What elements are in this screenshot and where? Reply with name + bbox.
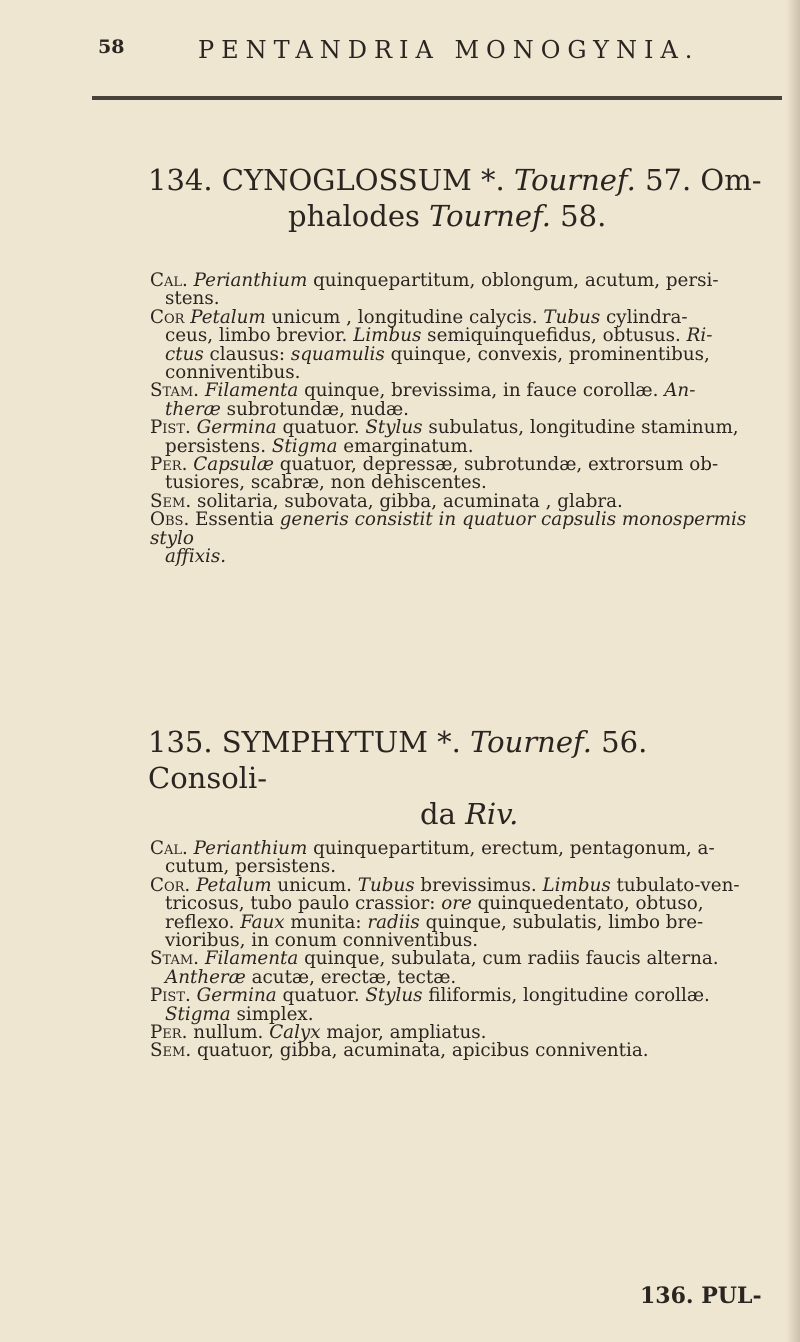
term: squamulis [290, 343, 385, 365]
text: clausus: [203, 343, 291, 365]
text: solitaria, subovata, gibba, acuminata , glabra. [191, 490, 623, 512]
term: Stylus [365, 985, 423, 1007]
text: quinquepartitum, oblongum, acutum, persi- [307, 270, 719, 291]
header-rule [92, 96, 782, 100]
text: nullum. [187, 1022, 270, 1044]
calyx-line-2: cutum, persistens. [165, 856, 337, 878]
term: An- [664, 380, 696, 402]
page-edge-shadow [786, 0, 800, 1342]
text: quinque, brevissima, in fauce corollæ. [298, 380, 665, 402]
synonym-reference: Riv. [465, 797, 519, 831]
genus-number: 134. [148, 163, 213, 197]
text: simplex. [230, 1003, 314, 1025]
genus-reference: Tournef. [514, 163, 636, 197]
observation-line [150, 511, 790, 548]
text: unicum , longitudine calycis. [265, 306, 544, 328]
term: Perianthium [193, 838, 308, 859]
synonym-fragment: Consoli- [148, 761, 268, 795]
term: Filamenta [204, 380, 299, 402]
genus-reference-number: 57. [645, 163, 692, 197]
label: Per. [150, 1022, 188, 1044]
calyx-line-2: stens. [165, 288, 220, 310]
term: radiis [367, 911, 420, 933]
synonym: phalodes [288, 199, 420, 233]
text: brevissimus. [414, 874, 543, 896]
label: Sem. [150, 1040, 192, 1062]
text: cylindra- [600, 306, 688, 328]
label: Pist. [150, 417, 191, 439]
genus-135-description [150, 840, 790, 1061]
seed-line [150, 1042, 790, 1060]
genus-heading-135 [148, 724, 768, 832]
label: Stam. [150, 380, 199, 402]
term: Germina [196, 985, 277, 1007]
label: Cor [150, 306, 185, 328]
synonym-reference-number: 58. [560, 199, 607, 233]
text: tricosus, tubo paulo crassior: [165, 893, 442, 915]
genus-name: CYNOGLOSSUM *. [221, 163, 505, 197]
genus-reference-number: 56. [601, 725, 648, 759]
term: theræ [165, 398, 221, 420]
label: Stam. [150, 948, 199, 970]
text: quinque, convexis, prominentibus, [384, 343, 710, 365]
text: quinquedentato, obtuso, [471, 893, 704, 915]
corolla-line-4: conniventibus. [165, 362, 301, 384]
text: unicum. [271, 874, 358, 896]
page-number: 58 [98, 36, 125, 58]
term: Ri- [686, 325, 713, 347]
text: Essentia [189, 509, 280, 531]
text: major, ampliatus. [320, 1022, 487, 1044]
label: Cal. [150, 270, 188, 291]
text: quatuor. [276, 417, 366, 439]
heading-line-2 [148, 198, 768, 234]
text: subulatus, longitudine staminum, [422, 417, 739, 439]
term: Germina [196, 417, 277, 439]
term: Limbus [353, 325, 422, 347]
text: quinque, subulatis, limbo bre- [419, 911, 704, 933]
text: filiformis, longitudine corollæ. [422, 985, 710, 1007]
genus-reference: Tournef. [470, 725, 592, 759]
text: quinquepartitum, erectum, pentagonum, a- [307, 838, 715, 859]
text: quatuor, depressæ, subrotundæ, extrorsum ob- [273, 454, 719, 476]
text: quinque, subulata, cum radiis faucis alterna. [298, 948, 719, 970]
label: Per. [150, 454, 188, 476]
running-header [98, 36, 760, 66]
term: Tubus [543, 306, 601, 328]
term: Filamenta [204, 948, 299, 970]
text: ceus, limbo brevior. [165, 325, 354, 347]
text: subrotundæ, nudæ. [220, 398, 409, 420]
text: acutæ, erectæ, tectæ. [245, 966, 457, 988]
term: Petalum [196, 874, 272, 896]
term: Limbus [542, 874, 611, 896]
text: emarginatum. [337, 435, 474, 457]
term: Capsulæ [193, 454, 274, 476]
label: Cal. [150, 838, 188, 859]
calyx-line [150, 272, 790, 290]
text: reflexo. [165, 911, 241, 933]
genus-name: SYMPHYTUM *. [221, 725, 461, 759]
text: munita: [284, 911, 368, 933]
observation-line-2: affixis. [165, 546, 227, 568]
synonym: da [420, 797, 456, 831]
term: Perianthium [193, 270, 308, 291]
synonym-reference: Tournef. [429, 199, 551, 233]
term: ore [441, 893, 472, 915]
term: Faux [240, 911, 285, 933]
text: quatuor. [276, 985, 366, 1007]
term: ctus [165, 343, 204, 365]
genus-heading-134 [148, 162, 768, 234]
pericarp-line-2: tusiores, scabræ, non dehiscentes. [165, 472, 487, 494]
term: Stylus [365, 417, 423, 439]
genus-134-description [150, 272, 790, 567]
term: Calyx [269, 1022, 321, 1044]
text: persistens. [165, 435, 272, 457]
catchword: 136. PUL- [640, 1283, 762, 1309]
corolla-line-4: vioribus, in conum conniventibus. [165, 930, 479, 952]
heading-line-2 [148, 796, 768, 832]
text: tubulato-ven- [610, 874, 740, 896]
genus-number: 135. [148, 725, 213, 759]
text: semiquinquefidus, obtusus. [421, 325, 687, 347]
term: Stigma [165, 1003, 231, 1025]
text: quatuor, gibba, acuminata, apicibus conniventia. [191, 1040, 649, 1062]
term: Tubus [357, 874, 415, 896]
running-title: PENTANDRIA MONOGYNIA. [198, 36, 700, 64]
term: generis consistit in quatuor capsulis monospermis stylo [150, 509, 747, 549]
term: Stigma [271, 435, 338, 457]
term: Petalum [190, 306, 266, 328]
synonym-fragment: Om- [700, 163, 762, 197]
label: Sem. [150, 490, 192, 512]
label: Cor. [150, 874, 191, 896]
term: Antheræ [165, 966, 246, 988]
label: Obs. [150, 509, 190, 531]
label: Pist. [150, 985, 191, 1007]
